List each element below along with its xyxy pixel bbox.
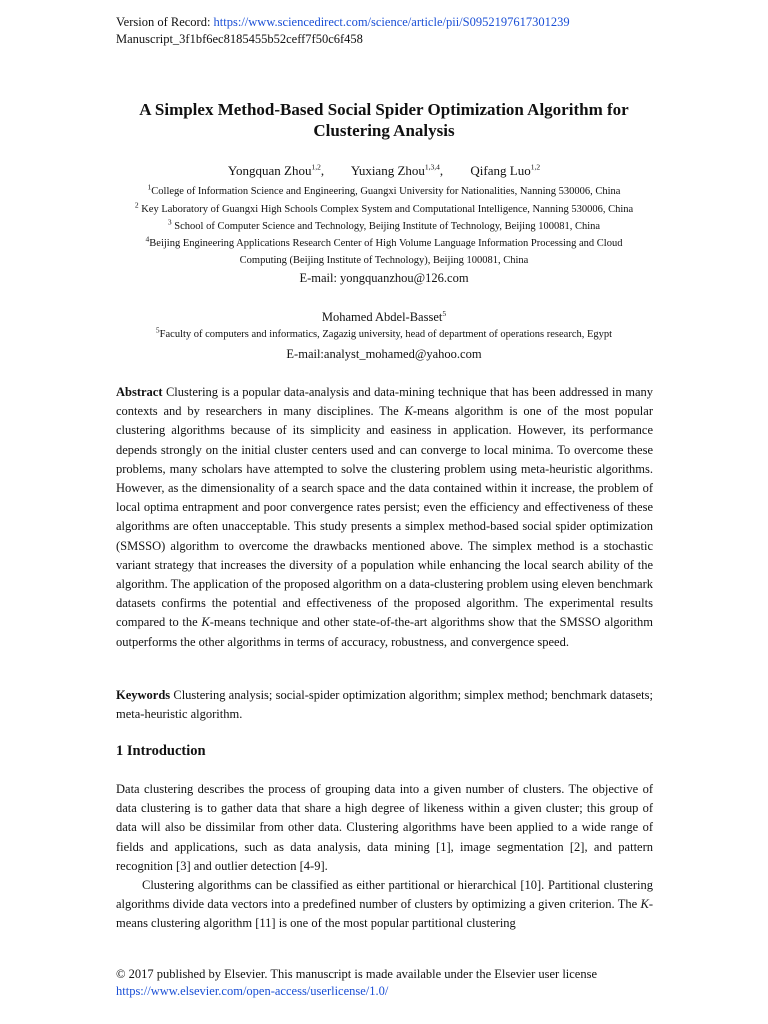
affiliation-text: School of Computer Science and Technology, Beijing Institute of Technology, Beijing 100081, China: [171, 221, 601, 232]
affiliation-4-line-1: [90, 234, 678, 249]
version-link[interactable]: https://www.sciencedirect.com/science/article/pii/S0952197617301239: [213, 15, 570, 29]
section-heading-introduction: 1 Introduction: [116, 743, 206, 759]
author-5: [90, 310, 678, 325]
intro-paragraph-1: Data clustering describes the process of grouping data into a given number of clusters. The objective of data clustering is to gather data that share a high degree of likeness within a given cluster; this group of data will also be dissimilar from other data. Clustering algorithms have been applied to a wide range of fields and applications, such as data analysis, data mining [1], image segmentation [2], and pattern recognition [3] and outlier detection [4-9].: [116, 782, 653, 873]
version-label: Version of Record:: [116, 15, 214, 29]
affiliation-text: Key Laboratory of Guangxi High Schools Complex System and Computational Intelligence, Nanning 530006, China: [138, 204, 634, 215]
abstract-label: Abstract: [116, 385, 163, 399]
author-separator: ,: [320, 163, 325, 178]
abstract-text: -means algorithm is one of the most popular clustering algorithms because of its simplicity and easiness in application. However, its performance depends strongly on the initial cluster centers used and can converge to local minima. To overcome these problems, many scholars have attempted to solve the clustering problem using meta-heuristic algorithms. However, as the dimensionality of a search space and the data contained within it increase, the problem of local optima entrapment and poor convergence rates persist; even the efficiency and effectiveness of these algorithms are often unacceptable. This study presents a simplex method-based social spider optimization (SMSSO) algorithm to overcome the drawbacks mentioned above. The simplex method is a stochastic variant strategy that increases the diversity of a population while enhancing the local search ability of the algorithm. The application of the proposed algorithm on a data-clustering problem using eleven benchmark datasets confirms the potential and effectiveness of the proposed algorithm. The experimental results compared to the: [116, 404, 653, 630]
abstract-text: -means technique and other state-of-the-art algorithms show that the SMSSO algorithm outperforms the other algorithms in terms of accuracy, robustness, and convergence speed.: [116, 615, 653, 649]
license-notice: © 2017 published by Elsevier. This manuscript is made available under the Elsevier user license: [116, 967, 598, 981]
author-affiliation-sup: 1,2: [311, 162, 321, 172]
abstract: [116, 383, 653, 652]
paragraph-text: -means clustering algorithm [11] is one of the most popular partitional clustering: [116, 897, 653, 931]
abstract-text: Clustering is a popular data-analysis and data-mining technique that has been addressed in many contexts and by researchers in many disciplines. The: [116, 385, 653, 419]
author-affiliation-sup: 1,3,4: [424, 162, 440, 172]
affiliation-sup: 4: [145, 234, 150, 244]
affiliation-text: Beijing Engineering Applications Research Center of High Volume Language Information Processing and Cloud: [149, 238, 623, 249]
author-name: Yuxiang Zhou: [350, 163, 425, 178]
italic-k: K: [201, 615, 210, 630]
keywords-text: Clustering analysis; social-spider optimization algorithm; simplex method; benchmark datasets; meta-heuristic algorithm.: [116, 688, 653, 722]
email-1: E-mail: yongquanzhou@126.com: [299, 271, 469, 285]
keywords-label: Keywords: [116, 688, 171, 702]
keywords: [116, 686, 653, 724]
author-name: Yongquan Zhou: [227, 163, 312, 178]
affiliation-2: [90, 200, 678, 215]
license-link[interactable]: https://www.elsevier.com/open-access/userlicense/1.0/: [116, 984, 389, 998]
manuscript-id: Manuscript_3f1bf6ec8185455b52ceff7f50c6f458: [116, 32, 363, 46]
license-link-line: [116, 984, 388, 999]
affiliation-4-line-2: Computing (Beijing Institute of Technology), Beijing 100081, China: [239, 255, 529, 266]
affiliation-sup: 2: [134, 200, 139, 210]
italic-k: K: [404, 404, 413, 419]
author-name: Mohamed Abdel-Basset: [321, 310, 443, 324]
affiliation-sup: 3: [167, 217, 172, 227]
email-2: E-mail:analyst_mohamed@yahoo.com: [286, 347, 482, 361]
affiliation-1: [90, 182, 678, 197]
paper-title: A Simplex Method-Based Social Spider Optimization Algorithm for Clustering Analysis: [139, 100, 629, 141]
author-list: [90, 163, 678, 179]
affiliation-text: College of Information Science and Engineering, Guangxi University for Nationalities, Nanning 530006, China: [151, 186, 621, 197]
author-affiliation-sup: 1,2: [530, 162, 541, 172]
paragraph-text: Clustering algorithms can be classified as either partitional or hierarchical [10]. Partitional clustering algorithms divide data vectors into a predefined number of clusters by optimizing a given criterion. The: [116, 878, 653, 912]
author-separator: ,: [439, 163, 444, 178]
affiliation-5: [90, 325, 678, 340]
author-affiliation-sup: 5: [442, 308, 447, 318]
affiliation-text: Faculty of computers and informatics, Zagazig university, head of department of operations research, Egypt: [159, 329, 613, 340]
affiliation-sup: 5: [155, 325, 160, 335]
italic-k: K: [640, 897, 649, 912]
author-name: Qifang Luo: [470, 163, 531, 178]
affiliation-sup: 1: [147, 182, 152, 192]
affiliation-3: [90, 217, 678, 232]
version-of-record: [116, 15, 570, 30]
intro-paragraph-2: [116, 876, 653, 934]
